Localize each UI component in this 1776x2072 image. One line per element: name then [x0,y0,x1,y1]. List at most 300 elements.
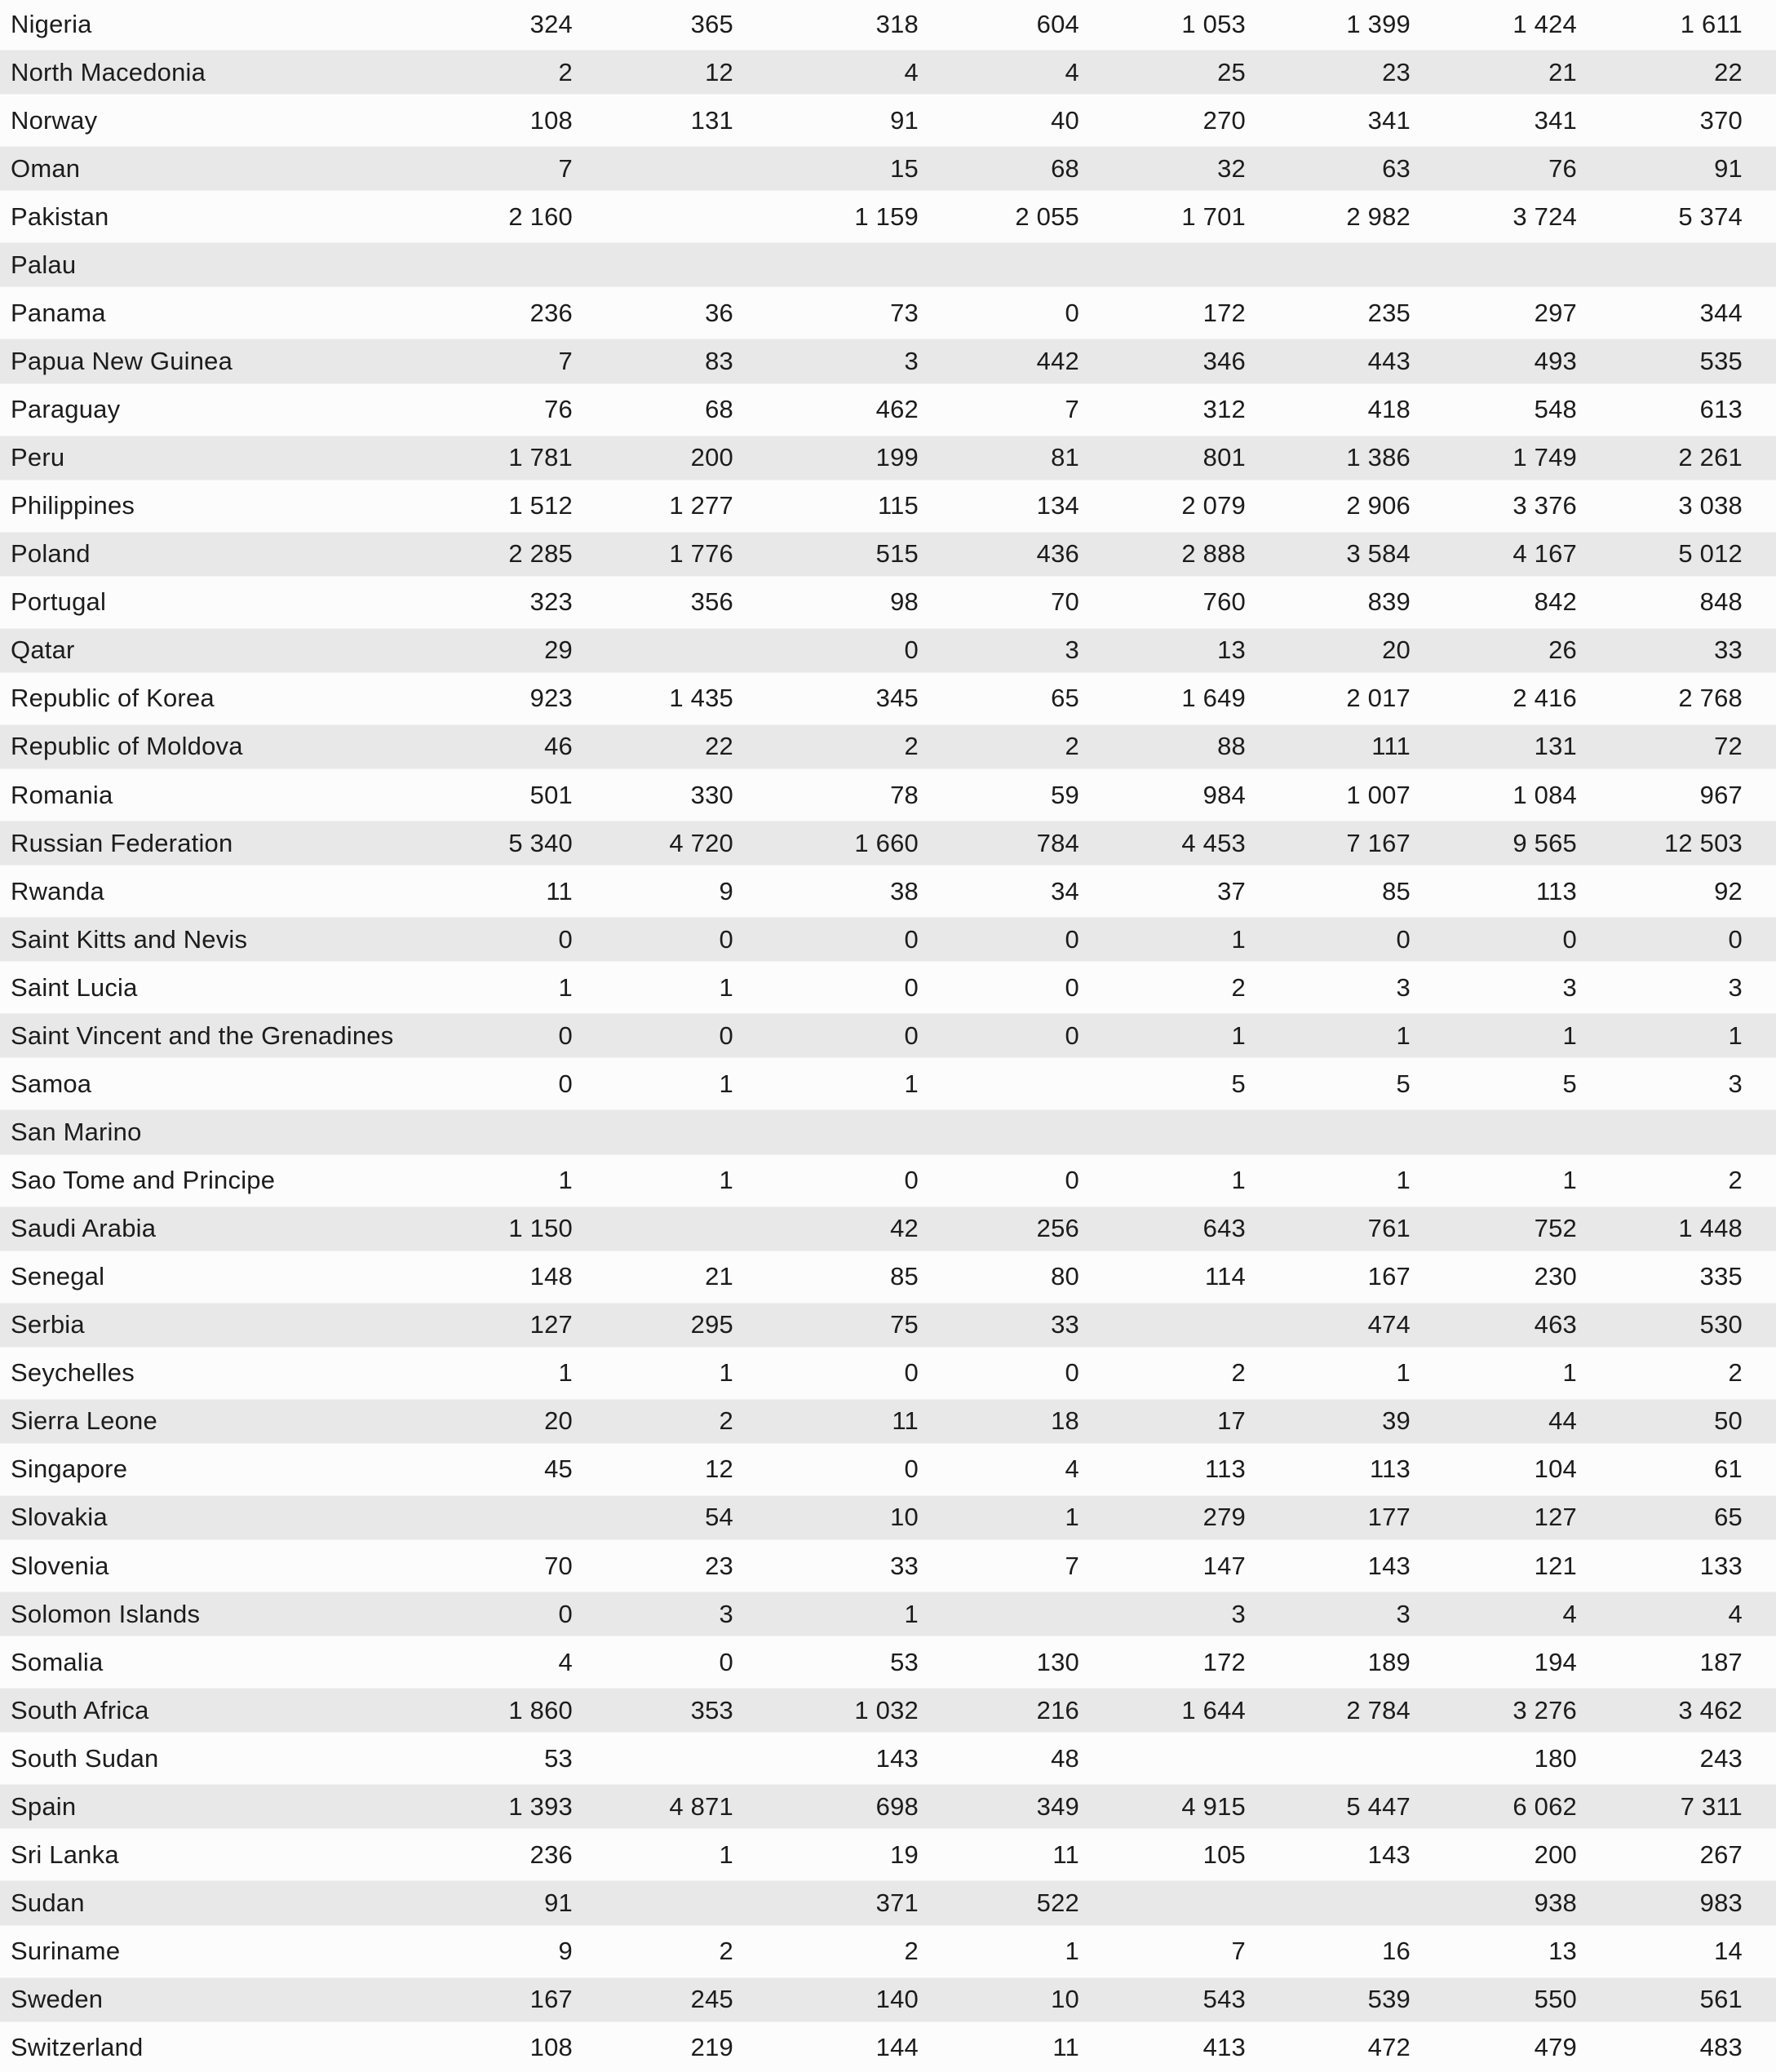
value-cell: 105 [1202,1840,1246,1869]
value-cell: 0 [1411,915,1577,963]
value-cell [1079,1301,1246,1349]
table-row [0,1782,1776,1831]
value-cell: 3 462 [1577,1686,1776,1734]
value-cell: 1 032 [733,1686,919,1734]
value-cell: 53 [890,1647,919,1676]
value-cell: 1 611 [1680,9,1743,38]
value-cell: 199 [733,434,919,482]
value-cell: 1 [558,1166,573,1195]
value-cell: 7 [1065,395,1079,424]
table-row [0,819,1776,867]
table-row [0,1108,1776,1156]
value-cell: 784 [919,819,1079,867]
value-cell: 21 [1411,48,1577,96]
value-cell: 91 [393,1879,573,1927]
value-cell: 1 [719,1166,733,1195]
table-row [0,1928,1776,1976]
value-cell [1246,1879,1411,1927]
value-cell: 297 [1534,298,1577,327]
value-cell: 2 055 [1015,201,1079,231]
value-cell: 418 [1367,395,1411,424]
value-cell: 543 [1079,1976,1246,2024]
value-cell: 85 [890,1262,919,1291]
value-cell: 0 [904,1358,919,1388]
value-cell: 1 084 [1512,780,1577,809]
table-row [0,1494,1776,1542]
value-cell: 1 007 [1346,780,1411,809]
value-cell: 9 565 [1411,819,1577,867]
country-name-cell: Sierra Leone [0,1397,393,1446]
value-cell: 230 [1534,1262,1577,1291]
value-cell: 483 [1699,2033,1743,2062]
country-name-cell: Switzerland [11,2033,144,2062]
value-cell: 10 [919,1976,1079,2024]
table-row [0,482,1776,530]
value-cell: 442 [919,337,1079,385]
value-cell: 270 [1202,105,1246,135]
value-cell [1577,1108,1776,1156]
value-cell: 848 [1699,587,1743,617]
value-cell: 5 374 [1678,201,1743,231]
value-cell: 111 [1246,723,1411,771]
value-cell: 44 [1411,1397,1577,1446]
value-cell: 561 [1577,1976,1776,2024]
value-cell: 167 [393,1976,573,2024]
value-cell: 1 660 [733,819,919,867]
value-cell: 18 [919,1397,1079,1446]
value-cell [919,241,1079,289]
value-cell: 346 [1079,337,1246,385]
value-cell: 0 [393,915,573,963]
country-name-cell: Portugal [11,587,107,617]
value-cell: 2 768 [1678,684,1743,713]
country-name-cell: North Macedonia [0,48,393,96]
value-cell: 923 [529,684,573,713]
table-row [0,867,1776,915]
value-cell: 143 [1367,1840,1411,1869]
value-cell: 219 [690,2033,733,2062]
value-cell: 0 [904,972,919,1002]
value-cell: 613 [1699,395,1743,424]
table-row [0,0,1776,48]
country-name-cell: Sweden [0,1976,393,2024]
value-cell: 15 [733,144,919,193]
value-cell: 113 [1204,1454,1246,1484]
value-cell: 1 [1562,1166,1577,1195]
value-cell: 3 [573,1590,733,1638]
value-cell: 3 376 [1512,491,1577,520]
value-cell: 113 [1369,1454,1411,1484]
value-cell: 2 [573,1397,733,1446]
value-cell: 1 [558,1358,573,1388]
value-cell: 436 [919,530,1079,578]
value-cell: 194 [1534,1647,1577,1676]
value-cell: 83 [573,337,733,385]
value-cell: 1 [1411,1012,1577,1060]
value-cell: 1 393 [393,1782,573,1831]
value-cell: 279 [1079,1494,1246,1542]
value-cell: 539 [1246,1976,1411,2024]
value-cell: 3 [1728,972,1743,1002]
table-row [0,1446,1776,1494]
value-cell: 1 448 [1577,1205,1776,1253]
value-cell: 1 277 [669,491,733,520]
value-cell: 167 [1367,1262,1411,1291]
value-cell: 29 [393,626,573,675]
value-cell [919,1590,1079,1638]
value-cell: 0 [1065,972,1079,1002]
table-row [0,626,1776,675]
value-cell: 2 888 [1079,530,1246,578]
table-row [0,96,1776,144]
value-cell: 413 [1202,2033,1246,2062]
value-cell: 493 [1411,337,1577,385]
value-cell: 2 017 [1346,684,1411,713]
value-cell: 7 167 [1246,819,1411,867]
value-cell: 479 [1534,2033,1577,2062]
value-cell: 23 [1246,48,1411,96]
value-cell [1079,1734,1246,1782]
value-cell: 113 [1535,876,1577,905]
value-cell: 4 915 [1079,1782,1246,1831]
table-row [0,1157,1776,1205]
table-row [0,1060,1776,1108]
value-cell: 243 [1699,1743,1743,1773]
value-cell: 1 776 [573,530,733,578]
value-cell: 3 [733,337,919,385]
value-cell: 515 [733,530,919,578]
value-cell: 4 [1411,1590,1577,1638]
value-cell: 59 [1051,780,1079,809]
value-cell: 4 [558,1647,573,1676]
value-cell: 349 [919,1782,1079,1831]
value-cell [573,626,733,675]
value-cell: 2 079 [1181,491,1246,520]
value-cell: 323 [529,587,573,617]
value-cell: 12 [573,48,733,96]
country-name-cell: Romania [11,780,113,809]
value-cell: 12 503 [1577,819,1776,867]
value-cell: 1 424 [1512,9,1577,38]
table-row [0,1976,1776,2024]
value-cell: 13 [1548,1937,1577,1966]
table-row [0,1301,1776,1349]
table-row [0,1734,1776,1782]
value-cell: 236 [529,298,573,327]
country-name-cell: Rwanda [11,876,104,905]
value-cell: 147 [1202,1551,1246,1580]
value-cell: 22 [1577,48,1776,96]
value-cell: 48 [1051,1743,1079,1773]
value-cell: 3 724 [1512,201,1577,231]
value-cell: 2 982 [1346,201,1411,231]
value-cell: 5 012 [1577,530,1776,578]
value-cell: 68 [705,395,733,424]
value-cell: 1 [719,972,733,1002]
value-cell: 127 [393,1301,573,1349]
country-name-cell: South Africa [0,1686,393,1734]
value-cell: 236 [529,1840,573,1869]
value-cell: 548 [1534,395,1577,424]
value-cell: 46 [393,723,573,771]
value-cell: 2 285 [393,530,573,578]
table-row [0,530,1776,578]
country-name-cell: Republic of Moldova [0,723,393,771]
value-cell: 462 [875,395,919,424]
value-cell [1411,241,1577,289]
value-cell: 1 701 [1181,201,1246,231]
value-cell: 0 [573,915,733,963]
value-cell: 604 [1036,9,1079,38]
table-row [0,434,1776,482]
table-row [0,723,1776,771]
value-cell: 752 [1411,1205,1577,1253]
country-name-cell: Suriname [11,1937,121,1966]
value-cell: 5 [1562,1069,1577,1098]
value-cell: 36 [705,298,733,327]
value-cell: 0 [733,915,919,963]
value-cell: 0 [573,1012,733,1060]
value-cell: 7 [1231,1937,1246,1966]
table-row [0,2024,1776,2072]
value-cell: 85 [1382,876,1411,905]
value-cell: 4 [1577,1590,1776,1638]
value-cell: 17 [1079,1397,1246,1446]
value-cell: 16 [1382,1937,1411,1966]
table-row [0,1542,1776,1590]
table-row [0,1686,1776,1734]
country-name-cell: Serbia [0,1301,393,1349]
country-name-cell: Slovenia [11,1551,109,1580]
table-row [0,1397,1776,1446]
table-row [0,1349,1776,1397]
country-name-cell: Russian Federation [0,819,393,867]
country-name-cell: Senegal [11,1262,105,1291]
value-cell: 1 749 [1411,434,1577,482]
value-cell: 761 [1246,1205,1411,1253]
table-row [0,1590,1776,1638]
country-name-cell: Saint Vincent and the Grenadines [0,1012,393,1060]
value-cell [573,1205,733,1253]
value-cell: 10 [733,1494,919,1542]
value-cell: 0 [904,1454,919,1484]
value-cell: 2 [733,723,919,771]
value-cell: 65 [1051,684,1079,713]
value-cell: 91 [890,105,919,135]
country-name-cell: Sao Tome and Principe [11,1166,276,1195]
value-cell: 4 453 [1079,819,1246,867]
value-cell: 335 [1699,1262,1743,1291]
table-row [0,915,1776,963]
value-cell: 1 [733,1590,919,1638]
value-cell: 33 [919,1301,1079,1349]
value-cell: 131 [1411,723,1577,771]
value-cell: 19 [890,1840,919,1869]
value-cell: 75 [733,1301,919,1349]
value-cell: 32 [1079,144,1246,193]
value-cell: 42 [733,1205,919,1253]
country-name-cell: Papua New Guinea [0,337,393,385]
table-row [0,1831,1776,1879]
value-cell: 114 [1204,1262,1246,1291]
country-name-cell: Poland [0,530,393,578]
value-cell: 1 [919,1494,1079,1542]
value-cell [919,1060,1079,1108]
value-cell: 1 [1562,1358,1577,1388]
value-cell: 698 [733,1782,919,1831]
value-cell: 38 [890,876,919,905]
value-cell: 801 [1079,434,1246,482]
country-name-cell: Somalia [11,1647,104,1676]
value-cell: 967 [1699,780,1743,809]
value-cell [1246,1108,1411,1156]
value-cell: 341 [1367,105,1411,135]
value-cell: 643 [1079,1205,1246,1253]
value-cell: 472 [1367,2033,1411,2062]
value-cell: 2 906 [1346,491,1411,520]
value-cell: 2 160 [508,201,573,231]
value-cell: 121 [1534,1551,1577,1580]
value-cell: 245 [573,1976,733,2024]
value-cell: 1 435 [669,684,733,713]
value-cell: 1 [1231,1166,1246,1195]
value-cell: 9 [719,876,733,905]
value-cell: 463 [1411,1301,1577,1349]
value-cell: 4 [733,48,919,96]
table-row [0,144,1776,193]
value-cell: 0 [733,626,919,675]
value-cell: 318 [875,9,919,38]
value-cell: 70 [544,1551,573,1580]
table-row [0,1638,1776,1686]
value-cell: 1 [719,1358,733,1388]
value-cell [393,1494,573,1542]
country-name-cell: Nigeria [11,9,92,38]
value-cell: 5 340 [393,819,573,867]
value-cell: 148 [529,1262,573,1291]
value-cell: 1 [719,1069,733,1098]
value-cell: 256 [919,1205,1079,1253]
value-cell: 522 [919,1879,1079,1927]
value-cell: 5 [1396,1069,1411,1098]
value-cell: 25 [1079,48,1246,96]
table-row [0,963,1776,1012]
country-name-cell: Qatar [0,626,393,675]
value-cell: 7 [1065,1551,1079,1580]
value-cell: 33 [1577,626,1776,675]
value-cell [919,1108,1079,1156]
value-cell: 76 [544,395,573,424]
value-cell: 353 [573,1686,733,1734]
table-row [0,241,1776,289]
value-cell: 11 [546,876,573,905]
value-cell [1411,1108,1577,1156]
value-cell: 501 [529,780,573,809]
value-cell: 345 [875,684,919,713]
value-cell: 34 [1051,876,1079,905]
value-cell: 7 311 [1577,1782,1776,1831]
value-cell: 54 [573,1494,733,1542]
value-cell: 108 [529,2033,573,2062]
value-cell [573,144,733,193]
country-name-cell: Spain [0,1782,393,1831]
value-cell: 3 [1246,1590,1411,1638]
table-row [0,1253,1776,1301]
value-cell: 1 [558,972,573,1002]
value-cell: 330 [690,780,733,809]
value-cell: 39 [1246,1397,1411,1446]
value-cell: 20 [1246,626,1411,675]
value-cell: 3 [1562,972,1577,1002]
value-cell: 4 167 [1411,530,1577,578]
value-cell [1079,1879,1246,1927]
value-cell: 443 [1246,337,1411,385]
value-cell: 1 053 [1181,9,1246,38]
value-cell: 2 [393,48,573,96]
value-cell: 22 [573,723,733,771]
value-cell: 23 [705,1551,733,1580]
table-row [0,675,1776,723]
value-cell: 177 [1246,1494,1411,1542]
table-row [0,1012,1776,1060]
value-cell: 1 [1396,1166,1411,1195]
value-cell: 370 [1699,105,1743,135]
value-cell: 11 [1052,2033,1079,2062]
country-name-cell: Oman [0,144,393,193]
country-name-cell: San Marino [0,1108,393,1156]
country-name-cell: Republic of Korea [11,684,215,713]
value-cell: 130 [1036,1647,1079,1676]
value-cell: 88 [1079,723,1246,771]
value-cell [1246,1734,1411,1782]
value-cell: 115 [877,491,919,520]
value-cell: 1 [1079,915,1246,963]
value-cell [393,241,573,289]
value-cell: 92 [1714,876,1743,905]
value-cell: 3 [919,626,1079,675]
value-cell: 133 [1699,1551,1743,1580]
value-cell: 3 038 [1678,491,1743,520]
value-cell: 45 [544,1454,573,1484]
value-cell: 144 [875,2033,919,2062]
country-name-cell: Sudan [0,1879,393,1927]
value-cell: 134 [1036,491,1079,520]
value-cell [573,1879,733,1927]
value-cell: 11 [1052,1840,1079,1869]
value-cell: 0 [904,1166,919,1195]
value-cell: 172 [1202,1647,1246,1676]
value-cell: 2 261 [1577,434,1776,482]
value-cell: 0 [919,1012,1079,1060]
value-cell: 1 159 [854,201,919,231]
value-cell [1079,241,1246,289]
value-cell: 140 [733,1976,919,2024]
value-cell: 1 [1577,1012,1776,1060]
table-row [0,48,1776,96]
country-name-cell: Seychelles [11,1358,135,1388]
value-cell: 189 [1367,1647,1411,1676]
country-name-cell: Saint Kitts and Nevis [0,915,393,963]
value-cell: 4 871 [573,1782,733,1831]
country-name-cell: Paraguay [11,395,121,424]
value-cell [573,1734,733,1782]
value-cell: 3 584 [1246,530,1411,578]
table-row [0,289,1776,337]
value-cell: 33 [890,1551,919,1580]
value-cell: 324 [529,9,573,38]
value-cell: 6 062 [1411,1782,1577,1831]
value-cell: 2 416 [1512,684,1577,713]
